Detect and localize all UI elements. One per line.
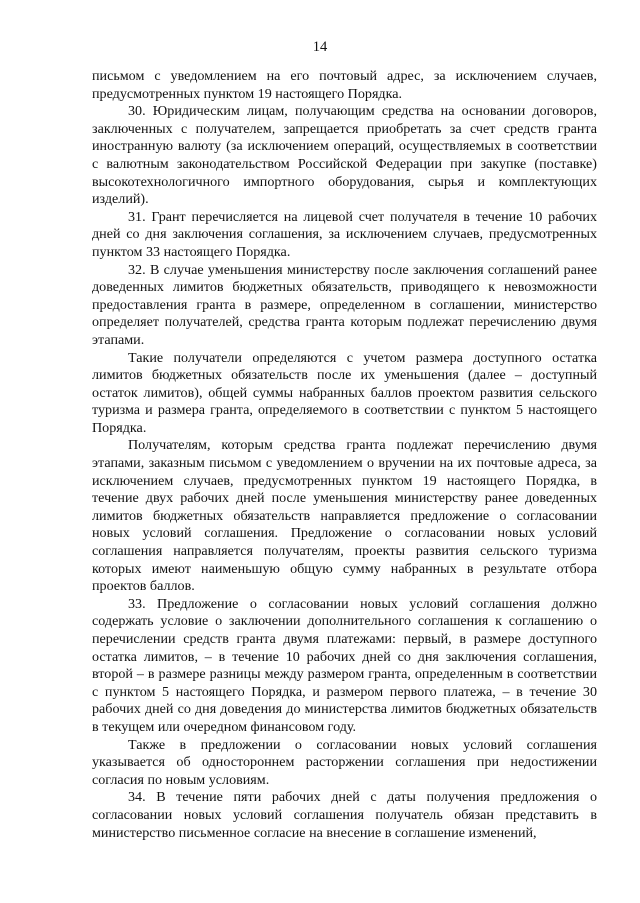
paragraph-item-31: 31. Грант перечисляется на лицевой счет получателя в течение 10 рабочих дней со дня заключения соглашения, за исключением случаев, предусмотренных пунктом 33 настоящего Порядка.	[92, 208, 597, 260]
page-number: 14	[312, 39, 328, 55]
document-body	[92, 68, 597, 842]
paragraph-item-32-recipients: Такие получатели определяются с учетом размера доступного остатка лимитов бюджетных обязательств после их уменьшения (далее – доступный остаток лимитов), общей суммы набранных баллов проектом развития сельского туризма и размера гранта, определяемого в соответствии с пунктом 5 настоящего Порядка.	[92, 349, 597, 436]
paragraph-item-30: 30. Юридическим лицам, получающим средства на основании договоров, заключенных с получателем, запрещается приобретать за счет средств гранта иностранную валюту (за исключением операций, осуществляемых в соответствии с валютным законодательством Российской Федерации при закупке (поставке) высокотехнологичного импортного оборудования, сырья и комплектующих изделий).	[92, 103, 597, 208]
paragraph-item-32: 32. В случае уменьшения министерству после заключения соглашений ранее доведенных лимитов бюджетных обязательств, приводящего к невозможности предоставления гранта в размере, определенном в соглашении, министерство определяет получателей, средства гранта которым подлежат перечислению двумя этапами.	[92, 261, 597, 348]
paragraph-item-33-termination: Также в предложении о согласовании новых условий соглашения указывается об одностороннем расторжении соглашения при недостижении согласия по новым условиям.	[92, 736, 597, 788]
paragraph-continuation: письмом с уведомлением на его почтовый адрес, за исключением случаев, предусмотренных пунктом 19 настоящего Порядка.	[92, 68, 597, 102]
paragraph-item-33: 33. Предложение о согласовании новых условий соглашения должно содержать условие о заключении дополнительного соглашения к соглашению о перечислении средств гранта двумя платежами: первый, в размере доступного остатка лимитов, – в течение 10 рабочих дней со дня заключения соглашения, второй – в размере разницы между размером гранта, определенным в соответствии с пунктом 5 настоящего Порядка, и размером первого платежа, – в течение 30 рабочих дней со дня доведения до министерства лимитов бюджетных обязательств в текущем или очередном финансовом году.	[92, 595, 597, 735]
paragraph-item-32-proposal: Получателям, которым средства гранта подлежат перечислению двумя этапами, заказным письмом с уведомлением о вручении на их почтовые адреса, за исключением случаев, предусмотренных пунктом 19 настоящего Порядка, в течение двух рабочих дней после уменьшения министерству ранее доведенных лимитов бюджетных обязательств направляется предложение о согласовании новых условий соглашения. Предложение о согласовании новых условий соглашения направляется получателям, проекты развития сельского туризма которых имеют наименьшую общую сумму набранных в результате отбора проектов баллов.	[92, 437, 597, 595]
paragraph-item-34: 34. В течение пяти рабочих дней с даты получения предложения о согласовании новых условий соглашения получатель обязан представить в министерство письменное согласие на внесение в соглашение изменений,	[92, 789, 597, 841]
